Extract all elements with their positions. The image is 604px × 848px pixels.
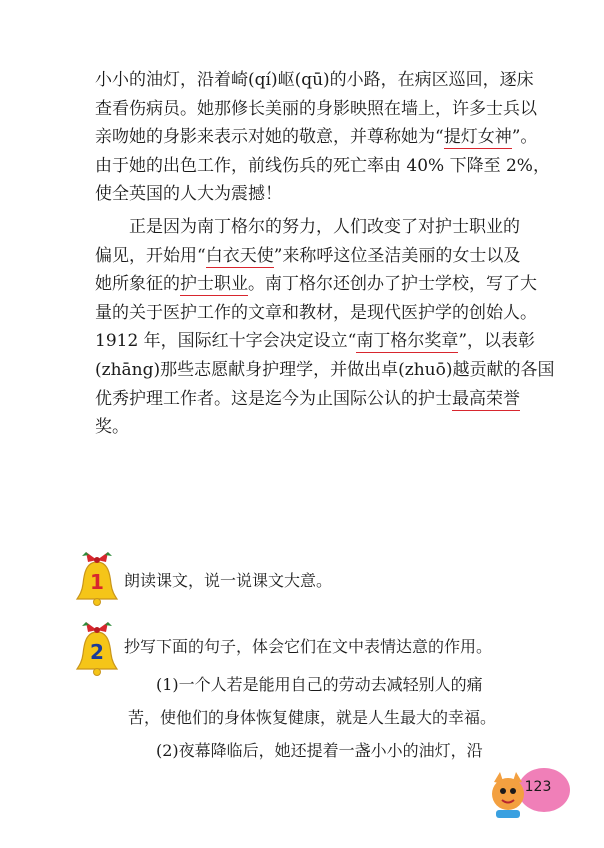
text-segment: ”，以表彰 bbox=[458, 331, 536, 352]
paragraph-1-line-1: 小小的油灯，沿着崎(qí)岖(qū)的小路，在病区巡回，逐床 bbox=[95, 70, 534, 90]
paragraph-2-line-5 bbox=[95, 327, 541, 356]
sentence-2-line-1: (2)夜幕降临后，她还提着一盏小小的油灯，沿 bbox=[156, 741, 483, 760]
text-segment: 1912 年，国际红十字会决定设立“ bbox=[95, 331, 357, 352]
paragraph-2-line-7 bbox=[95, 385, 541, 414]
bell-icon-task-1 bbox=[74, 548, 120, 608]
paragraph-2 bbox=[95, 213, 555, 442]
paragraph-2-line-8: 奖。 bbox=[95, 417, 129, 438]
paragraph-1-line-4: 由于她的出色工作，前线伤兵的死亡率由 40% 下降至 2%， bbox=[95, 155, 550, 176]
underlined-phrase-lamp-goddess: 提灯女神 bbox=[443, 127, 512, 148]
page-number: 123 bbox=[524, 779, 552, 795]
text-segment: ”来称呼这位圣洁美丽的女士以及 bbox=[273, 245, 521, 266]
sentence-1-line-1: (1)一个人若是能用自己的劳动去减轻别人的痛 bbox=[156, 675, 483, 694]
paragraph-1 bbox=[95, 66, 550, 209]
copy-sentences bbox=[128, 668, 548, 767]
task-2-text: 抄写下面的句子，体会它们在文中表情达意的作用。 bbox=[124, 637, 493, 656]
text-segment: 偏见，开始用“ bbox=[95, 245, 206, 266]
text-segment: 她所象征的 bbox=[95, 274, 180, 295]
underlined-phrase-white-angel: 白衣天使 bbox=[205, 245, 274, 266]
paragraph-2-line-3 bbox=[95, 270, 541, 299]
text-segment: 亲吻她的身影来表示对她的敬意，并尊称她为“ bbox=[95, 127, 444, 148]
underlined-phrase-nightingale-medal: 南丁格尔奖章 bbox=[356, 331, 459, 352]
paragraph-2-line-6: (zhāng)那些志愿献身护理学，并做出卓(zhuō)越贡献的各国 bbox=[95, 359, 555, 380]
text-segment: 优秀护理工作者。这是迄今为止国际公认的护士 bbox=[95, 388, 452, 409]
text-segment: 。南丁格尔还创办了护士学校，写了大 bbox=[248, 274, 537, 295]
sentence-1-line-2: 苦，使他们的身体恢复健康，就是人生最大的幸福。 bbox=[128, 708, 497, 727]
task-2-number: 2 bbox=[90, 640, 104, 664]
paragraph-2-line-4: 量的关于医护工作的文章和教材，是现代医护学的创始人。 bbox=[95, 302, 537, 323]
task-1-text: 朗读课文，说一说课文大意。 bbox=[124, 571, 333, 590]
bell-icon-task-2 bbox=[74, 618, 120, 678]
paragraph-1-line-2: 查看伤病员。她那修长美丽的身影映照在墙上，许多士兵以 bbox=[95, 98, 537, 119]
paragraph-1-line-3 bbox=[95, 123, 541, 152]
text-segment: ”。 bbox=[511, 127, 538, 148]
paragraph-2-line-1: 正是因为南丁格尔的努力，人们改变了对护士职业的 bbox=[129, 217, 520, 237]
underlined-phrase-nursing-profession: 护士职业 bbox=[180, 274, 248, 295]
underlined-phrase-highest-honor: 最高荣誉 bbox=[452, 388, 520, 409]
paragraph-1-line-5: 使全英国的人大为震撼！ bbox=[95, 184, 282, 205]
paragraph-2-line-2 bbox=[95, 242, 541, 271]
task-1-number: 1 bbox=[90, 570, 104, 594]
